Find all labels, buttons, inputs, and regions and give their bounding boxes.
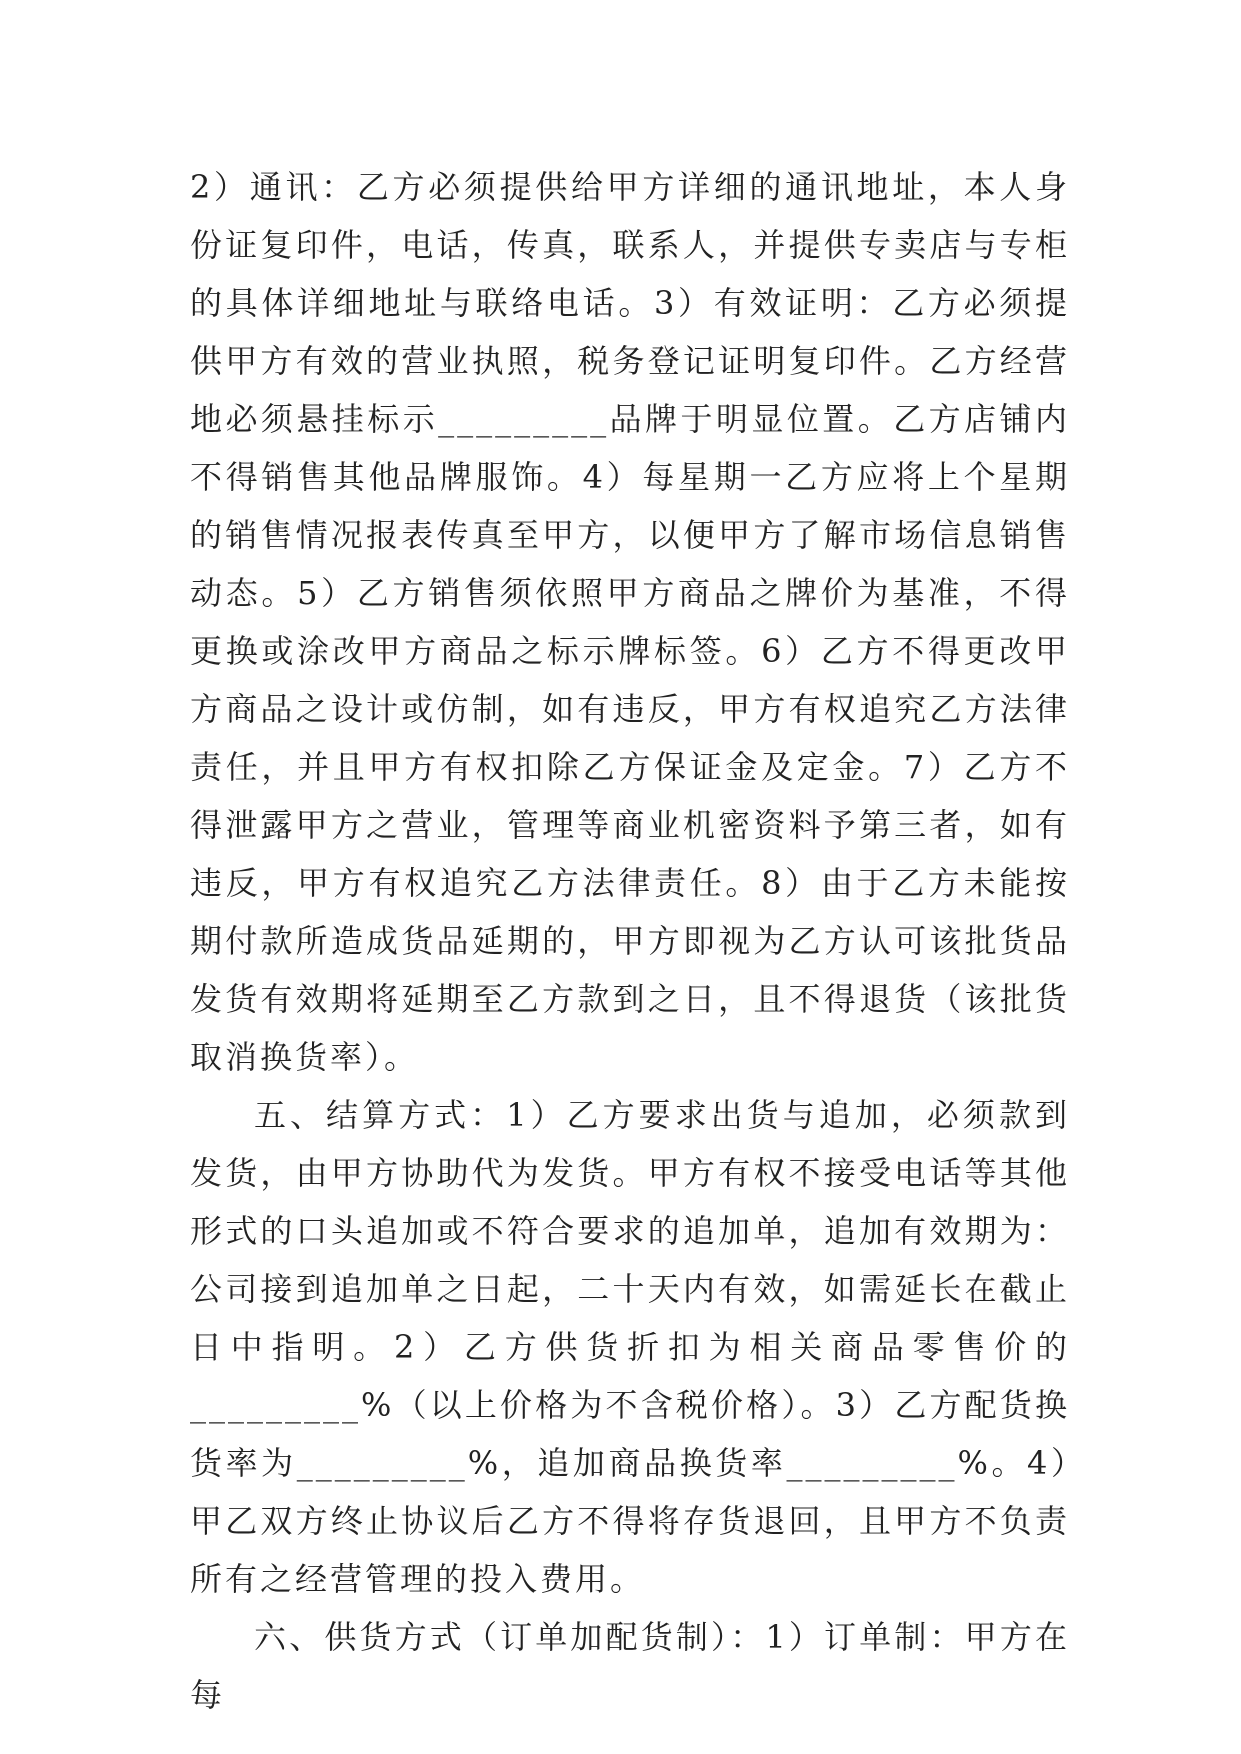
paragraph-clause-6-supply: 六、供货方式（订单加配货制）：1）订单制：甲方在每	[190, 1618, 1070, 1714]
paragraph-clause-4-continued: 2）通讯：乙方必须提供给甲方详细的通讯地址，本人身份证复印件，电话，传真，联系人，并提供专卖店与专柜的具体详细地址与联络电话。3）有效证明：乙方必须提供甲方有效的营业执照，税务登记证明复印件。乙方经营地必须悬挂标示_________品牌于明显位置。乙方店铺内不得销售其他品牌服饰。4）每星期一乙方应将上个星期的销售情况报表传真至甲方，以便甲方了解市场信息销售动态。5）乙方销售须依照甲方商品之牌价为基准，不得更换或涂改甲方商品之标示牌标签。6）乙方不得更改甲方商品之设计或仿制，如有违反，甲方有权追究乙方法律责任，并且甲方有权扣除乙方保证金及定金。7）乙方不得泄露甲方之营业，管理等商业机密资料予第三者，如有违反，甲方有权追究乙方法律责任。8）由于乙方未能按期付款所造成货品延期的，甲方即视为乙方认可该批货品发货有效期将延期至乙方款到之日，且不得退货（该批货取消换货率）。	[190, 168, 1070, 1076]
paragraph-clause-5-settlement: 五、结算方式：1）乙方要求出货与追加，必须款到发货，由甲方协助代为发货。甲方有权不接受电话等其他形式的口头追加或不符合要求的追加单，追加有效期为：公司接到追加单之日起，二十天内有效，如需延长在截止日中指明。2）乙方供货折扣为相关商品零售价的_________%（以上价格为不含税价格）。3）乙方配货换货率为_________%，追加商品换货率_________%。4）甲乙双方终止协议后乙方不得将存货退回，且甲方不负责所有之经营管理的投入费用。	[190, 1096, 1070, 1598]
contract-body	[190, 158, 1070, 1724]
